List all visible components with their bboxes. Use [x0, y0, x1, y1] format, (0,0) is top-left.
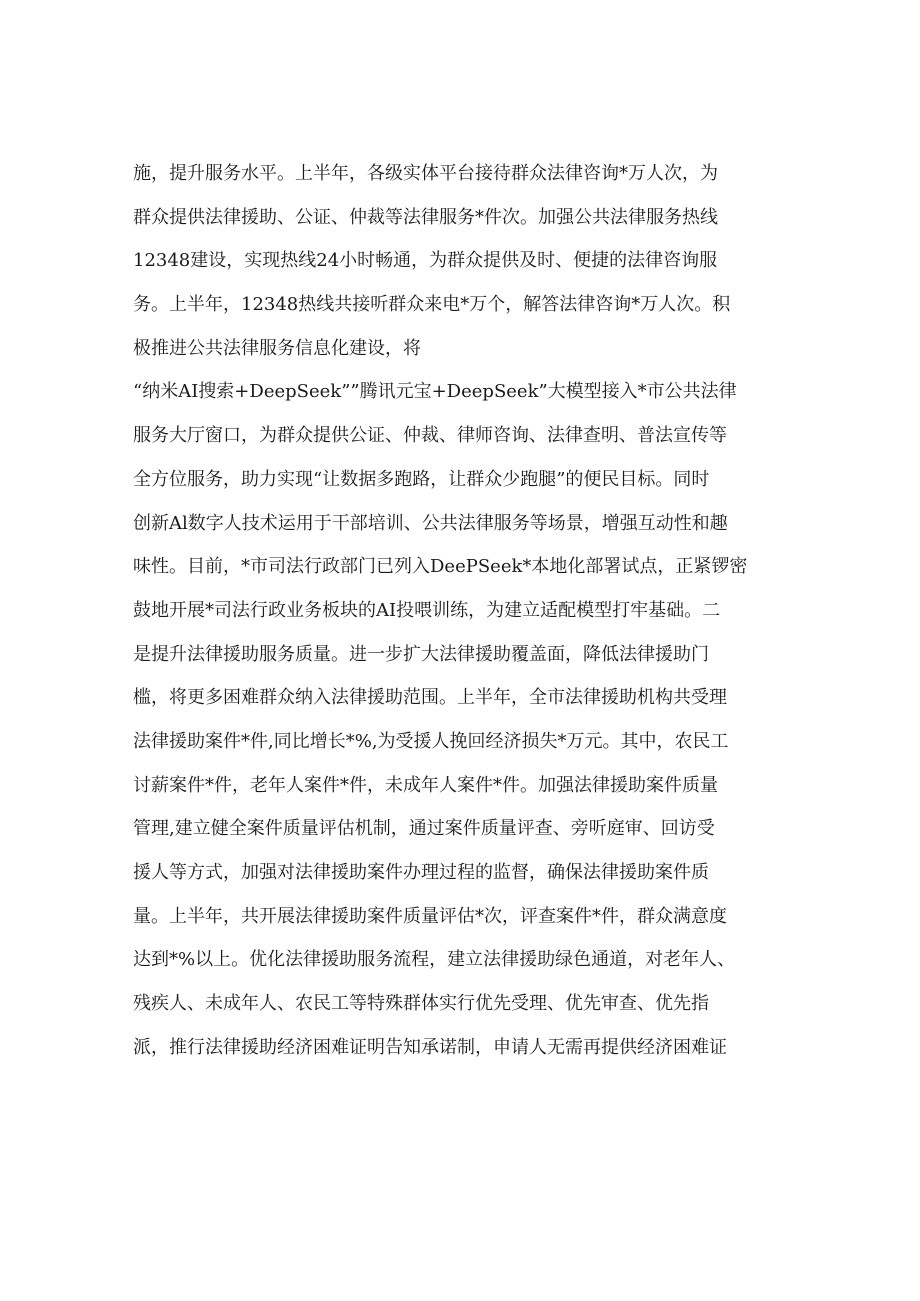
text-line: 讨薪案件*件，老年人案件*件，未成年人案件*件。加强法律援助案件质量	[133, 774, 718, 796]
text-line: 12348建设，实现热线24小时畅通，为群众提供及时、便捷的法律咨询服	[133, 250, 718, 272]
text-line: 味性。目前，*市司法行政部门已列入DeePSeek*本地化部署试点，正紧锣密	[133, 556, 748, 578]
text-line: 务。上半年，12348热线共接听群众来电*万个，解答法律咨询*万人次。积	[133, 294, 731, 316]
text-line: 鼓地开展*司法行政业务板块的AI投喂训练，为建立适配模型打牢基础。二	[133, 599, 721, 621]
text-line: 法律援助案件*件,同比增长*%,为受援人挽回经济损失*万元。其中，农民工	[133, 730, 729, 752]
text-line: “纳米AI搜索+DeepSeek””腾讯元宝+DeepSeek”大模型接入*市公共法律	[133, 381, 737, 403]
text-line: 达到*%以上。优化法律援助服务流程，建立法律援助绿色通道，对老年人、	[133, 949, 736, 971]
text-line: 残疾人、未成年人、农民工等特殊群体实行优先受理、优先审查、优先指	[133, 993, 709, 1015]
text-line: 全方位服务，助力实现“让数据多跑路，让群众少跑腿”的便民目标。同时	[133, 468, 710, 490]
text-line: 援人等方式，加强对法律援助案件办理过程的监督，确保法律援助案件质	[133, 862, 709, 883]
text-line: 群众提供法律援助、公证、仲裁等法律服务*件次。加强公共法律服务热线	[133, 206, 718, 228]
text-line: 槛，将更多困难群众纳入法律援助范围。上半年，全市法律援助机构共受理	[133, 687, 727, 709]
body-text	[133, 152, 793, 1069]
text-line: 量。上半年，共开展法律援助案件质量评估*次，评查案件*件，群众满意度	[133, 905, 727, 927]
text-line: 派，推行法律援助经济困难证明告知承诺制，申请人无需再提供经济困难证	[133, 1036, 727, 1058]
text-line: 创新Al数字人技术运用于干部培训、公共法律服务等场景，增强互动性和趣	[133, 512, 728, 534]
text-line: 服务大厅窗口，为群众提供公证、仲裁、律师咨询、法律查明、普法宣传等	[133, 425, 727, 447]
text-line: 管理,建立健全案件质量评估机制，通过案件质量评查、旁听庭审、回访受	[133, 818, 715, 840]
text-line: 极推进公共法律服务信息化建设，将	[133, 337, 421, 359]
text-line: 是提升法律援助服务质量。进一步扩大法律援助覆盖面，降低法律援助门	[133, 643, 709, 665]
text-line: 施，提升服务水平。上半年，各级实体平台接待群众法律咨询*万人次，为	[133, 163, 718, 184]
